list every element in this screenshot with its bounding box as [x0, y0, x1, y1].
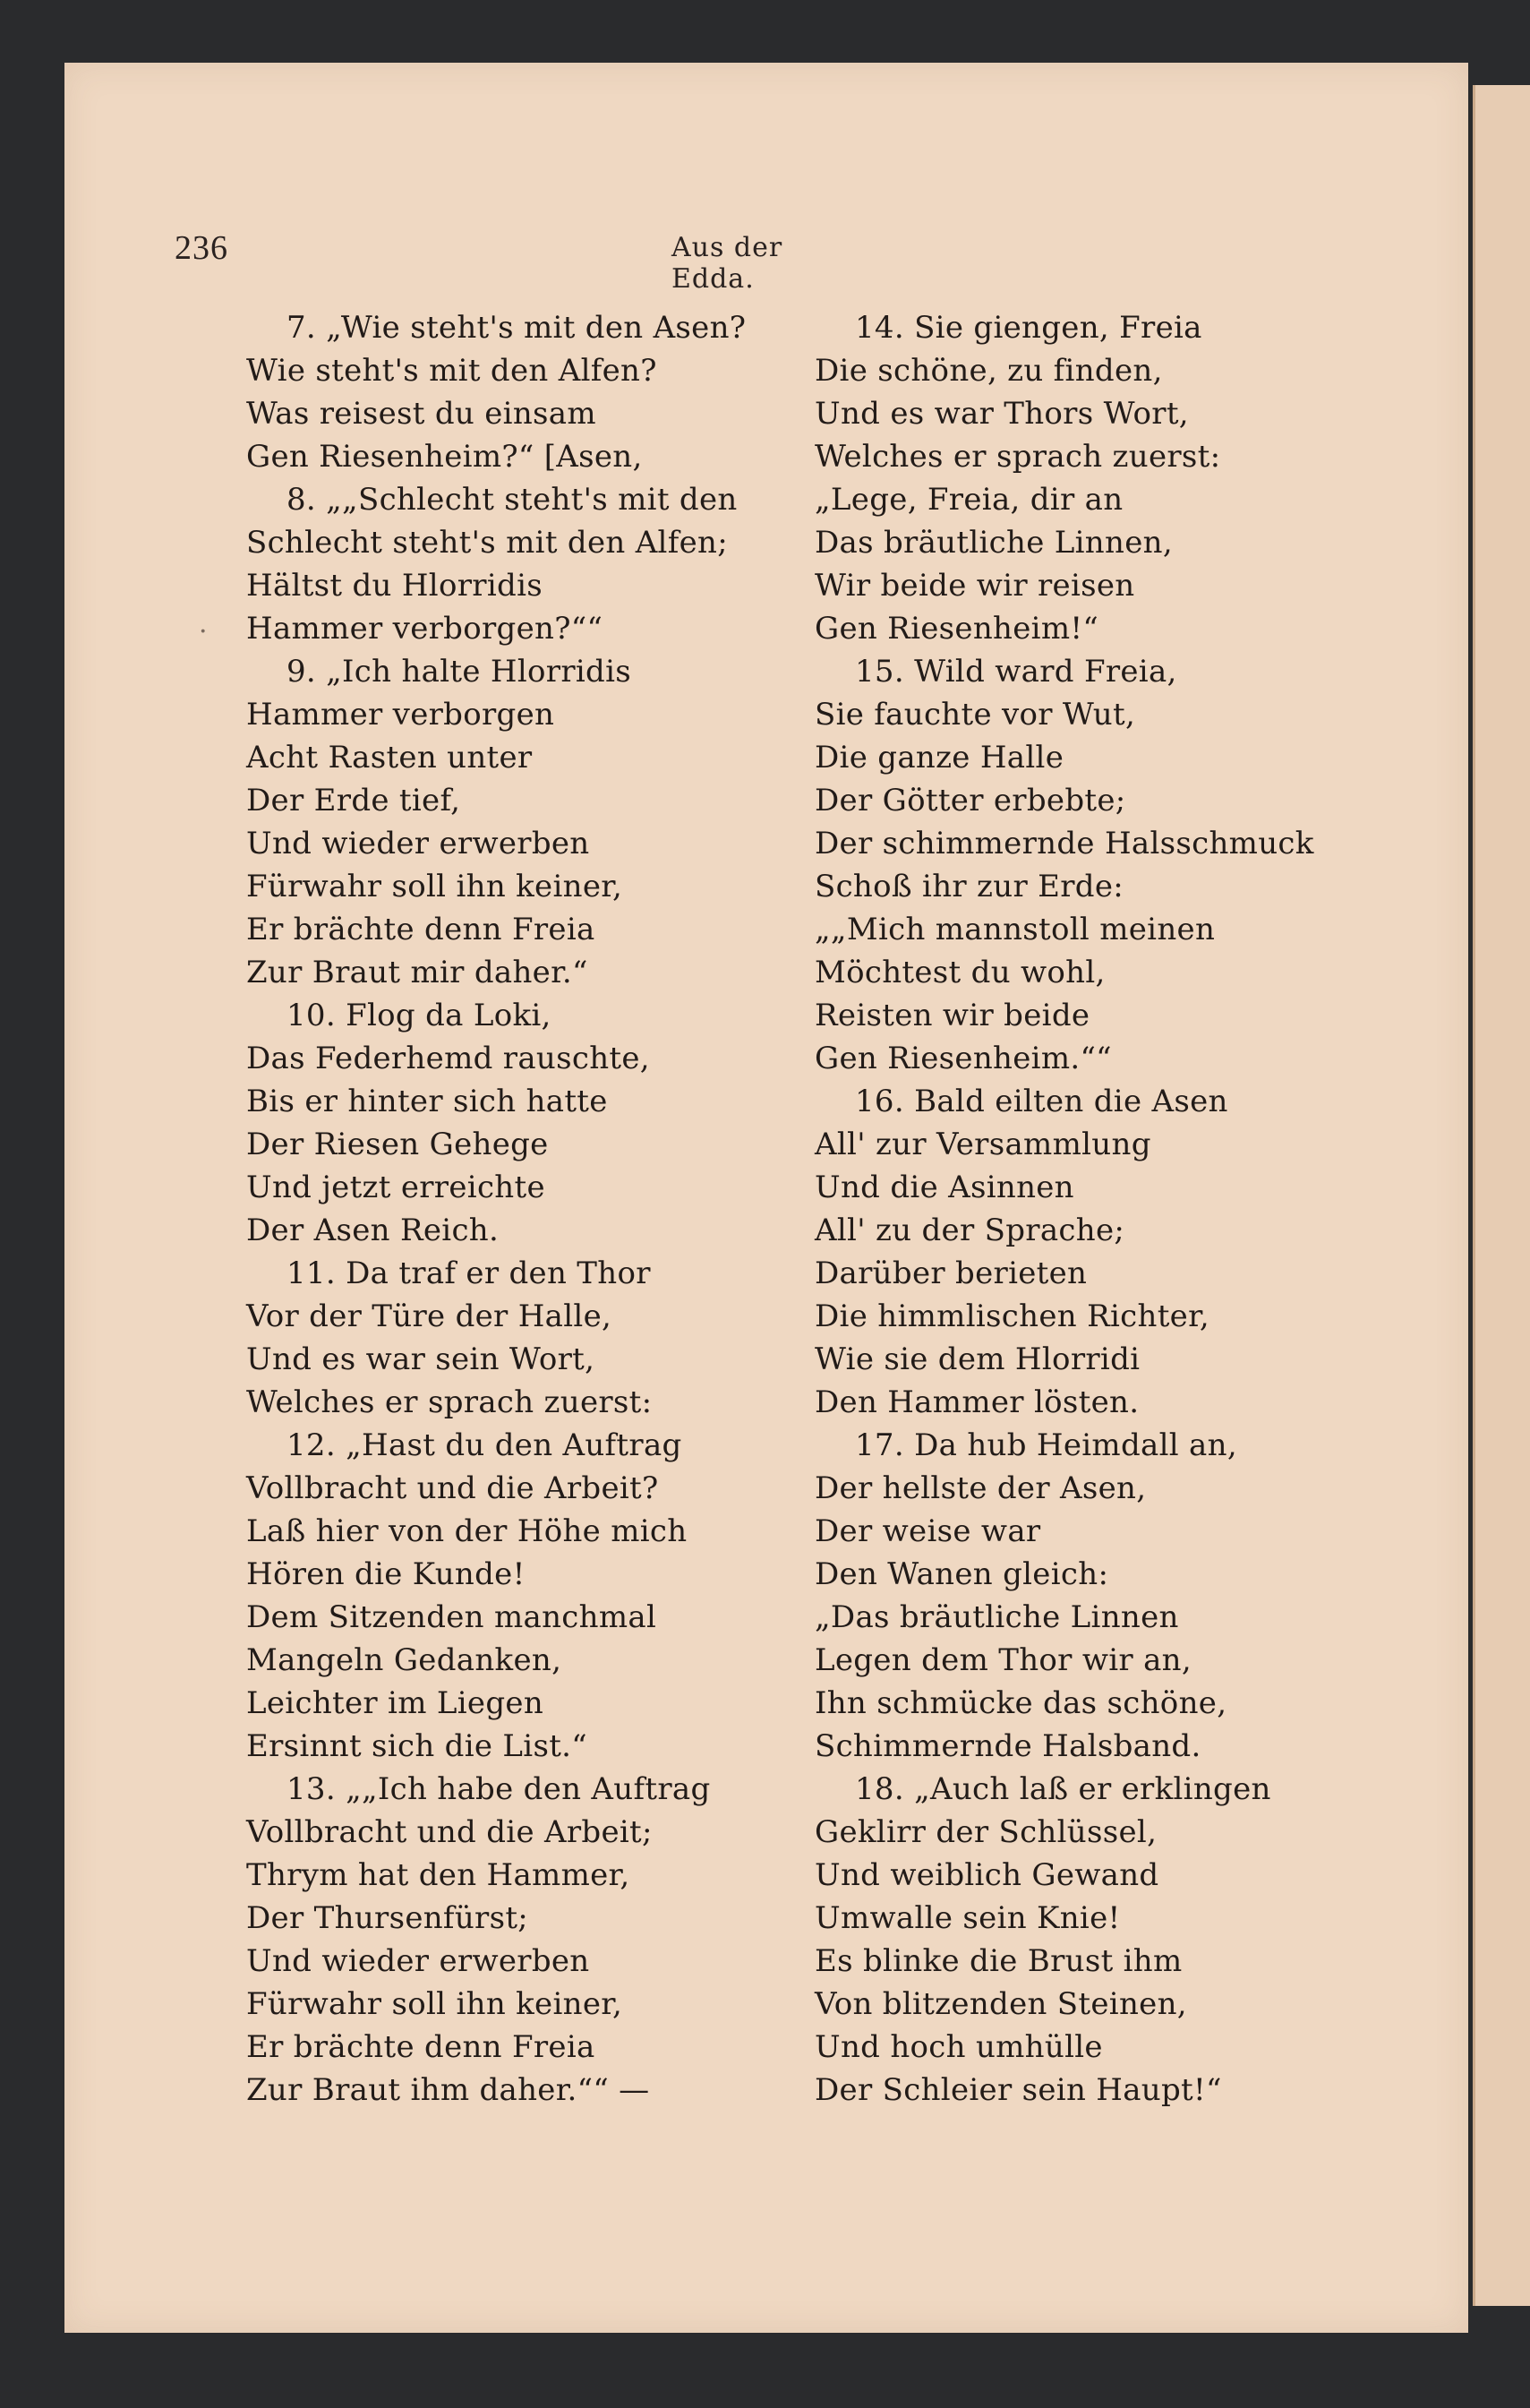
- verse-line: Und jetzt erreichte: [246, 1170, 545, 1205]
- verse-line: Und weiblich Gewand: [815, 1857, 1159, 1893]
- verse-line: Schimmernde Halsband.: [815, 1728, 1201, 1764]
- verse-line: Thrym hat den Hammer,: [246, 1857, 630, 1893]
- verse-line: Schoß ihr zur Erde:: [815, 869, 1124, 904]
- verse-line: Wie sie dem Hlorridi: [815, 1341, 1141, 1377]
- verse-line: Der Thursenfürst;: [246, 1900, 529, 1936]
- verse-line: Laß hier von der Höhe mich: [246, 1513, 688, 1549]
- verse-line: Vollbracht und die Arbeit;: [246, 1814, 653, 1850]
- verse-line: Den Wanen gleich:: [815, 1556, 1109, 1592]
- verse-line: „Lege, Freia, dir an: [815, 482, 1124, 518]
- verse-line: Gen Riesenheim?“ [Asen,: [246, 439, 643, 475]
- verse-line: Und wieder erwerben: [246, 1943, 590, 1979]
- verse-line: Den Hammer lösten.: [815, 1384, 1140, 1420]
- verse-line: Der Asen Reich.: [246, 1213, 500, 1248]
- stanza-first-line: 15. Wild ward Freia,: [855, 654, 1177, 690]
- verse-line: Legen dem Thor wir an,: [815, 1642, 1192, 1678]
- verse-line: Welches er sprach zuerst:: [246, 1384, 653, 1420]
- verse-line: Sie fauchte vor Wut,: [815, 697, 1136, 733]
- verse-line: Von blitzenden Steinen,: [815, 1986, 1187, 2022]
- verse-line: Hammer verborgen?““: [246, 611, 603, 647]
- verse-line: Hören die Kunde!: [246, 1556, 526, 1592]
- verse-line: „„Mich mannstoll meinen: [815, 912, 1216, 947]
- stanza-first-line: 10. Flog da Loki,: [286, 998, 551, 1033]
- stanza-first-line: 14. Sie giengen, Freia: [855, 310, 1202, 346]
- stanza-first-line: 11. Da traf er den Thor: [286, 1255, 651, 1291]
- stanza-first-line: 12. „Hast du den Auftrag: [286, 1427, 682, 1463]
- verse-line: Ersinnt sich die List.“: [246, 1728, 587, 1764]
- verse-line: Wir beide wir reisen: [815, 568, 1135, 604]
- stanza-first-line: 17. Da hub Heimdall an,: [855, 1427, 1237, 1463]
- verse-line: Und die Asinnen: [815, 1170, 1074, 1205]
- verse-line: Er brächte denn Freia: [246, 2029, 595, 2065]
- verse-line: Der schimmernde Halsschmuck: [815, 826, 1314, 861]
- verse-line: Und es war Thors Wort,: [815, 396, 1189, 432]
- verse-line: Die schöne, zu finden,: [815, 353, 1163, 389]
- verse-line: Und hoch umhülle: [815, 2029, 1103, 2065]
- verse-line: Bis er hinter sich hatte: [246, 1084, 608, 1119]
- stanza-first-line: 18. „Auch laß er erklingen: [855, 1771, 1271, 1807]
- verse-line: „Das bräutliche Linnen: [815, 1599, 1179, 1635]
- facing-page-edge: [1473, 85, 1530, 2306]
- verse-line: Fürwahr soll ihn keiner,: [246, 1986, 623, 2022]
- verse-line: Das bräutliche Linnen,: [815, 525, 1173, 561]
- margin-dot: ·: [199, 616, 208, 647]
- verse-line: Der hellste der Asen,: [815, 1470, 1147, 1506]
- verse-line: Vollbracht und die Arbeit?: [246, 1470, 659, 1506]
- verse-line: Dem Sitzenden manchmal: [246, 1599, 657, 1635]
- verse-line: Zur Braut mir daher.“: [246, 955, 588, 990]
- verse-line: Ihn schmücke das schöne,: [815, 1685, 1227, 1721]
- verse-line: Es blinke die Brust ihm: [815, 1943, 1183, 1979]
- stanza-first-line: 8. „„Schlecht steht's mit den: [286, 482, 738, 518]
- left-column: [246, 306, 747, 2112]
- running-head: Aus der Edda.: [671, 232, 783, 295]
- verse-line: Fürwahr soll ihn keiner,: [246, 869, 623, 904]
- verse-line: Der Riesen Gehege: [246, 1127, 549, 1162]
- page-number: 236: [175, 229, 228, 267]
- verse-line: Leichter im Liegen: [246, 1685, 544, 1721]
- verse-line: Schlecht steht's mit den Alfen;: [246, 525, 728, 561]
- right-column: [815, 306, 1316, 2112]
- verse-line: Vor der Türe der Halle,: [246, 1298, 612, 1334]
- verse-line: Das Federhemd rauschte,: [246, 1041, 650, 1076]
- stanza-first-line: 7. „Wie steht's mit den Asen?: [286, 310, 747, 346]
- stanza-first-line: 9. „Ich halte Hlorridis: [286, 654, 632, 690]
- verse-line: Der Erde tief,: [246, 783, 461, 818]
- verse-line: Wie steht's mit den Alfen?: [246, 353, 657, 389]
- verse-line: Darüber berieten: [815, 1255, 1088, 1291]
- verse-line: Welches er sprach zuerst:: [815, 439, 1221, 475]
- page-header: [175, 228, 864, 295]
- verse-line: Zur Braut ihm daher.““ —: [246, 2072, 650, 2108]
- verse-line: All' zu der Sprache;: [815, 1213, 1125, 1248]
- verse-line: Gen Riesenheim!“: [815, 611, 1099, 647]
- verse-line: Und es war sein Wort,: [246, 1341, 595, 1377]
- verse-line: Der weise war: [815, 1513, 1041, 1549]
- verse-line: Der Götter erbebte;: [815, 783, 1126, 818]
- verse-line: Die himmlischen Richter,: [815, 1298, 1209, 1334]
- verse-line: Hältst du Hlorridis: [246, 568, 543, 604]
- verse-line: Mangeln Gedanken,: [246, 1642, 562, 1678]
- verse-line: Möchtest du wohl,: [815, 955, 1106, 990]
- verse-line: Und wieder erwerben: [246, 826, 590, 861]
- stanza-first-line: 16. Bald eilten die Asen: [855, 1084, 1228, 1119]
- verse-line: All' zur Versammlung: [815, 1127, 1151, 1162]
- verse-line: Gen Riesenheim.““: [815, 1041, 1112, 1076]
- verse-line: Was reisest du einsam: [246, 396, 596, 432]
- verse-line: Umwalle sein Knie!: [815, 1900, 1121, 1936]
- verse-line: Acht Rasten unter: [246, 740, 533, 776]
- verse-line: Reisten wir beide: [815, 998, 1090, 1033]
- verse-line: Geklirr der Schlüssel,: [815, 1814, 1158, 1850]
- verse-line: Hammer verborgen: [246, 697, 555, 733]
- verse-line: Er brächte denn Freia: [246, 912, 595, 947]
- verse-line: Die ganze Halle: [815, 740, 1064, 776]
- stanza-first-line: 13. „„Ich habe den Auftrag: [286, 1771, 711, 1807]
- verse-line: Der Schleier sein Haupt!“: [815, 2072, 1222, 2108]
